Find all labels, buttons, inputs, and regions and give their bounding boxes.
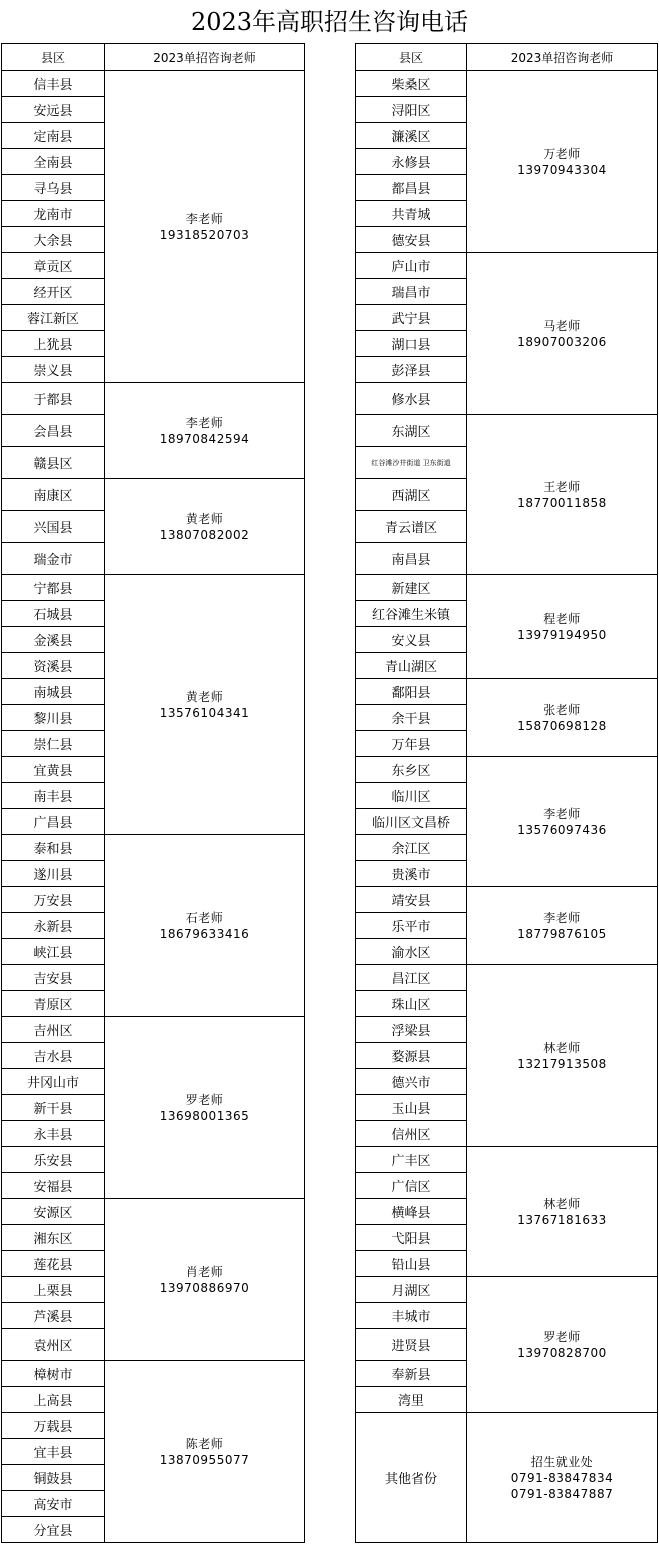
teacher-phone: 19318520703 — [159, 227, 250, 242]
teacher-name: 罗老师 — [185, 1092, 224, 1107]
county-cell: 临川区文昌桥 — [356, 809, 467, 835]
table-row — [356, 71, 658, 97]
teacher-contact-cell — [467, 1277, 658, 1413]
county-cell: 金溪县 — [2, 627, 105, 653]
county-cell: 湘东区 — [2, 1225, 105, 1251]
table-row — [356, 679, 658, 705]
teacher-contact-cell — [467, 415, 658, 575]
table-row — [356, 757, 658, 783]
teacher-contact-cell — [105, 1361, 305, 1543]
county-cell: 遂川县 — [2, 861, 105, 887]
teacher-phone: 13767181633 — [517, 1212, 607, 1227]
county-cell: 柴桑区 — [356, 71, 467, 97]
county-cell: 万载县 — [2, 1413, 105, 1439]
county-cell: 峡江县 — [2, 939, 105, 965]
county-cell: 湖口县 — [356, 331, 467, 357]
teacher-name: 招生就业处 — [530, 1454, 594, 1469]
county-cell: 吉安县 — [2, 965, 105, 991]
county-cell: 进贤县 — [356, 1329, 467, 1361]
county-cell: 青云谱区 — [356, 511, 467, 543]
teacher-phone: 13698001365 — [159, 1108, 250, 1123]
county-cell: 红谷滩生米镇 — [356, 601, 467, 627]
teacher-contact-cell — [467, 965, 658, 1147]
teacher-phone: 18970842594 — [159, 431, 250, 446]
teacher-phone: 13576104341 — [159, 705, 250, 720]
county-cell: 德兴市 — [356, 1069, 467, 1095]
county-cell: 渝水区 — [356, 939, 467, 965]
county-cell: 余江区 — [356, 835, 467, 861]
county-cell: 永丰县 — [2, 1121, 105, 1147]
county-cell: 全南县 — [2, 149, 105, 175]
county-cell: 南丰县 — [2, 783, 105, 809]
county-cell: 分宜县 — [2, 1517, 105, 1543]
county-cell: 大余县 — [2, 227, 105, 253]
teacher-contact-cell — [467, 679, 658, 757]
column-header-county: 县区 — [2, 44, 105, 71]
county-cell: 鄱阳县 — [356, 679, 467, 705]
county-cell: 奉新县 — [356, 1361, 467, 1387]
teacher-name: 林老师 — [543, 1196, 581, 1211]
county-cell: 横峰县 — [356, 1199, 467, 1225]
county-cell: 新建区 — [356, 575, 467, 601]
county-cell: 珠山区 — [356, 991, 467, 1017]
county-cell: 黎川县 — [2, 705, 105, 731]
table-row — [2, 71, 305, 97]
county-cell: 经开区 — [2, 279, 105, 305]
county-cell: 广昌县 — [2, 809, 105, 835]
teacher-contact-cell — [467, 71, 658, 253]
right-contact-table — [355, 43, 658, 1543]
teacher-contact-cell — [105, 479, 305, 575]
teacher-phone: 13970943304 — [517, 162, 607, 177]
teacher-contact-cell — [105, 383, 305, 479]
county-cell: 乐平市 — [356, 913, 467, 939]
county-cell: 上犹县 — [2, 331, 105, 357]
county-cell: 月湖区 — [356, 1277, 467, 1303]
county-cell: 信丰县 — [2, 71, 105, 97]
teacher-name: 黄老师 — [185, 689, 224, 704]
county-cell: 靖安县 — [356, 887, 467, 913]
teacher-contact-cell — [467, 253, 658, 415]
table-row — [356, 1147, 658, 1173]
county-cell: 德安县 — [356, 227, 467, 253]
county-cell: 南城县 — [2, 679, 105, 705]
county-cell: 余干县 — [356, 705, 467, 731]
county-cell: 万年县 — [356, 731, 467, 757]
county-cell: 弋阳县 — [356, 1225, 467, 1251]
county-cell: 贵溪市 — [356, 861, 467, 887]
teacher-name: 李老师 — [543, 910, 581, 925]
county-cell: 寻乌县 — [2, 175, 105, 201]
county-cell: 安远县 — [2, 97, 105, 123]
table-row — [356, 1277, 658, 1303]
county-cell: 吉水县 — [2, 1043, 105, 1069]
teacher-contact-cell — [105, 71, 305, 383]
table-row — [356, 253, 658, 279]
county-cell: 兴国县 — [2, 511, 105, 543]
column-header-teacher: 2023单招咨询老师 — [105, 44, 305, 71]
county-cell: 武宁县 — [356, 305, 467, 331]
county-cell: 丰城市 — [356, 1303, 467, 1329]
teacher-name: 林老师 — [543, 1040, 581, 1055]
county-cell: 泰和县 — [2, 835, 105, 861]
table-row — [2, 1017, 305, 1043]
county-cell: 铅山县 — [356, 1251, 467, 1277]
teacher-contact-cell — [105, 1017, 305, 1199]
teacher-contact-cell — [105, 1199, 305, 1361]
teacher-contact-cell — [467, 887, 658, 965]
county-cell: 安义县 — [356, 627, 467, 653]
table-header-row — [2, 44, 305, 71]
teacher-contact-cell — [467, 1147, 658, 1277]
county-cell: 彭泽县 — [356, 357, 467, 383]
county-cell: 安福县 — [2, 1173, 105, 1199]
table-row — [356, 965, 658, 991]
county-cell: 青原区 — [2, 991, 105, 1017]
county-cell: 袁州区 — [2, 1329, 105, 1361]
county-cell: 崇义县 — [2, 357, 105, 383]
teacher-phone: 15870698128 — [517, 718, 607, 733]
table-row — [2, 479, 305, 511]
teacher-name: 罗老师 — [543, 1329, 581, 1344]
county-cell: 南康区 — [2, 479, 105, 511]
county-cell: 宁都县 — [2, 575, 105, 601]
teacher-contact-cell — [105, 575, 305, 835]
county-cell: 西湖区 — [356, 479, 467, 511]
county-cell: 蓉江新区 — [2, 305, 105, 331]
county-cell: 新干县 — [2, 1095, 105, 1121]
county-cell: 崇仁县 — [2, 731, 105, 757]
county-cell: 万安县 — [2, 887, 105, 913]
teacher-phone: 18770011858 — [517, 495, 607, 510]
teacher-name: 李老师 — [543, 806, 581, 821]
table-row — [2, 1199, 305, 1225]
county-cell: 昌江区 — [356, 965, 467, 991]
county-cell: 修水县 — [356, 383, 467, 415]
teacher-name: 李老师 — [185, 211, 224, 226]
county-cell: 瑞昌市 — [356, 279, 467, 305]
teacher-name: 程老师 — [543, 611, 581, 626]
county-cell: 广信区 — [356, 1173, 467, 1199]
county-cell: 上高县 — [2, 1387, 105, 1413]
teacher-phone: 13970886970 — [159, 1280, 250, 1295]
table-row — [2, 383, 305, 415]
teacher-name: 万老师 — [543, 146, 581, 161]
county-cell: 会昌县 — [2, 415, 105, 447]
county-cell: 莲花县 — [2, 1251, 105, 1277]
teacher-name: 陈老师 — [185, 1436, 224, 1451]
teacher-phone: 13217913508 — [517, 1056, 607, 1071]
county-cell: 共青城 — [356, 201, 467, 227]
county-cell: 广丰区 — [356, 1147, 467, 1173]
county-cell: 赣县区 — [2, 447, 105, 479]
county-cell: 东湖区 — [356, 415, 467, 447]
county-cell: 于都县 — [2, 383, 105, 415]
teacher-name: 马老师 — [543, 318, 581, 333]
table-row — [356, 415, 658, 447]
teacher-name: 张老师 — [543, 702, 581, 717]
teacher-phone: 18679633416 — [159, 926, 250, 941]
county-cell: 永新县 — [2, 913, 105, 939]
county-cell: 石城县 — [2, 601, 105, 627]
county-cell: 上栗县 — [2, 1277, 105, 1303]
county-cell: 章贡区 — [2, 253, 105, 279]
column-header-teacher: 2023单招咨询老师 — [467, 44, 658, 71]
county-cell: 红谷滩沙井街道 卫东街道 — [356, 447, 467, 479]
teacher-contact-cell — [467, 575, 658, 679]
table-row — [356, 887, 658, 913]
table-row — [2, 835, 305, 861]
table-header-row — [356, 44, 658, 71]
teacher-phone: 13576097436 — [517, 822, 607, 837]
county-cell: 资溪县 — [2, 653, 105, 679]
teacher-name: 王老师 — [543, 479, 581, 494]
column-header-county: 县区 — [356, 44, 467, 71]
county-cell: 庐山市 — [356, 253, 467, 279]
teacher-name: 石老师 — [185, 910, 224, 925]
teacher-phone-secondary: 0791-83847887 — [510, 1486, 614, 1501]
county-cell: 信州区 — [356, 1121, 467, 1147]
county-cell: 乐安县 — [2, 1147, 105, 1173]
county-cell: 井冈山市 — [2, 1069, 105, 1095]
county-cell: 瑞金市 — [2, 543, 105, 575]
table-row — [356, 575, 658, 601]
county-cell: 安源区 — [2, 1199, 105, 1225]
teacher-contact-cell — [467, 1413, 658, 1543]
county-cell: 婺源县 — [356, 1043, 467, 1069]
county-cell: 临川区 — [356, 783, 467, 809]
county-cell: 青山湖区 — [356, 653, 467, 679]
teacher-phone: 18779876105 — [517, 926, 607, 941]
teacher-phone: 18907003206 — [517, 334, 607, 349]
county-cell: 永修县 — [356, 149, 467, 175]
county-cell: 定南县 — [2, 123, 105, 149]
teacher-name: 李老师 — [185, 415, 224, 430]
teacher-phone: 13807082002 — [159, 527, 250, 542]
teacher-phone: 13970828700 — [517, 1345, 607, 1360]
teacher-phone: 0791-83847834 — [510, 1470, 614, 1485]
county-cell: 宜丰县 — [2, 1439, 105, 1465]
teacher-contact-cell — [467, 757, 658, 887]
county-cell: 玉山县 — [356, 1095, 467, 1121]
county-cell: 都昌县 — [356, 175, 467, 201]
county-cell: 浮梁县 — [356, 1017, 467, 1043]
county-cell: 樟树市 — [2, 1361, 105, 1387]
county-cell: 浔阳区 — [356, 97, 467, 123]
county-cell: 龙南市 — [2, 201, 105, 227]
table-row — [356, 1413, 658, 1543]
county-cell: 宜黄县 — [2, 757, 105, 783]
county-cell: 吉州区 — [2, 1017, 105, 1043]
county-cell: 铜鼓县 — [2, 1465, 105, 1491]
table-row — [2, 575, 305, 601]
page-title: 2023年高职招生咨询电话 — [190, 8, 469, 36]
county-cell: 东乡区 — [356, 757, 467, 783]
teacher-contact-cell — [105, 835, 305, 1017]
teacher-name: 肖老师 — [185, 1264, 224, 1279]
county-cell: 濂溪区 — [356, 123, 467, 149]
county-cell: 芦溪县 — [2, 1303, 105, 1329]
left-contact-table — [1, 43, 305, 1543]
county-cell: 南昌县 — [356, 543, 467, 575]
county-cell: 湾里 — [356, 1387, 467, 1413]
table-row — [2, 1361, 305, 1387]
county-cell: 其他省份 — [356, 1413, 467, 1543]
county-cell: 高安市 — [2, 1491, 105, 1517]
teacher-phone: 13870955077 — [159, 1452, 250, 1467]
teacher-name: 黄老师 — [185, 511, 224, 526]
teacher-phone: 13979194950 — [517, 627, 607, 642]
